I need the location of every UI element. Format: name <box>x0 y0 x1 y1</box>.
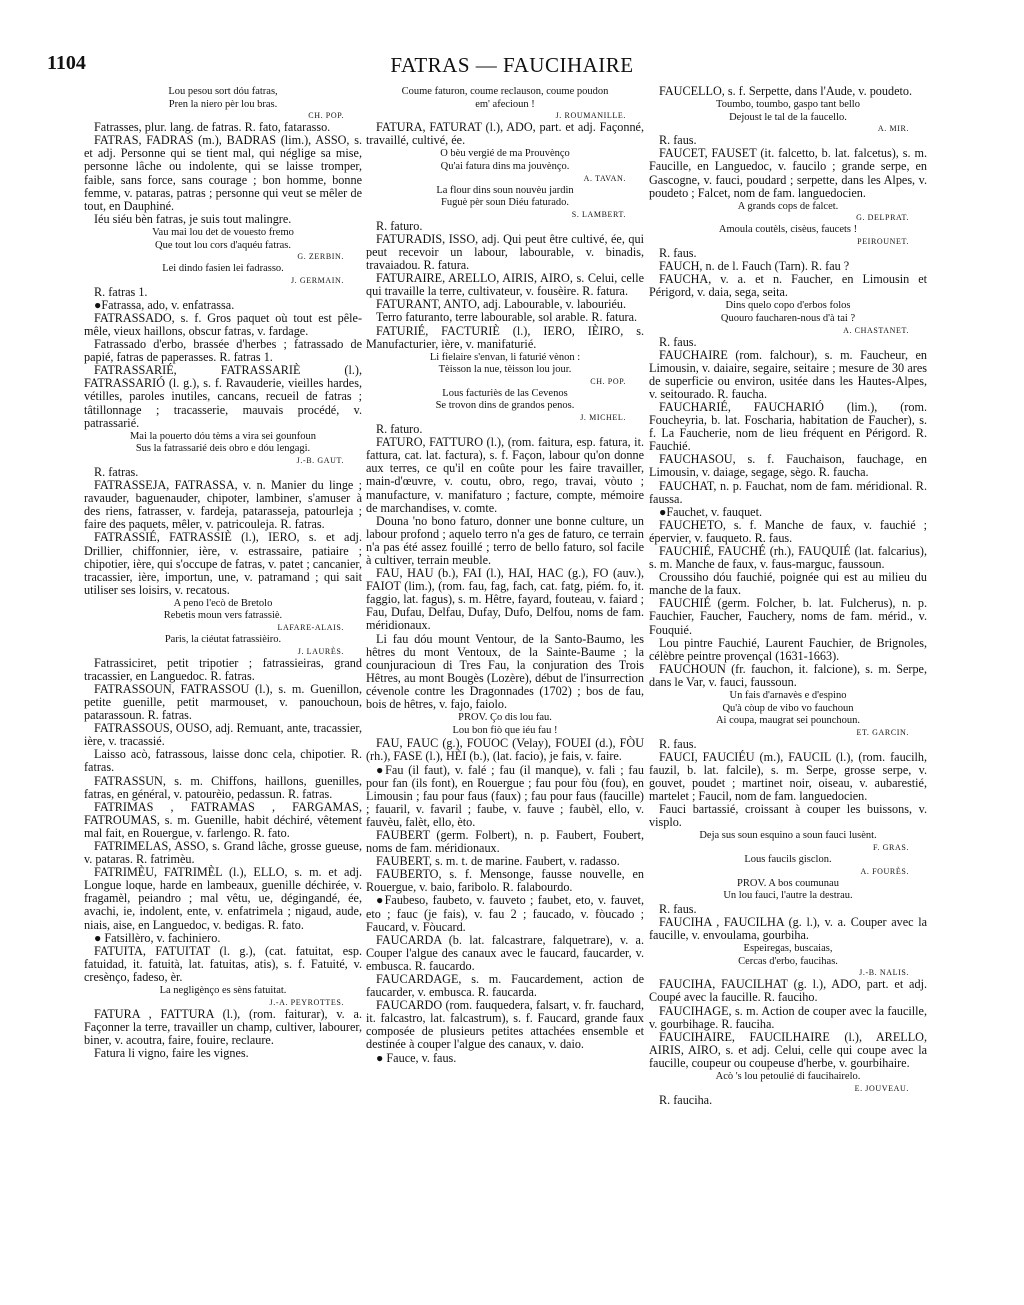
dictionary-entry: FATRIMELAS, ASSO, s. Grand lâche, grosse gueuse, v. pataras. R. fatrimèu. <box>84 838 362 867</box>
dictionary-entry: FATURAIRE, ARELLO, AIRIS, AIRO, s. Celui, celle qui travaille la terre, cultivateur, v. fousèire. R. fatura. <box>366 271 644 299</box>
quotation-line: Deja sus soun esquino a soun fauci lusènt. <box>699 830 877 842</box>
column-middle <box>366 85 644 1065</box>
dictionary-entry: FATRASSEJA, FATRASSA, v. n. Manier du linge ; ravauder, baguenauder, chipoter, lambiner, s'amuser à des riens, fatrasser, v. fardeja, patarasseja, patourleja ; faire des paquets, mêler, v. patricouleja. R. fatras. <box>84 478 362 532</box>
quotation-line: Coume faturon, coume reclauson, coume poudon <box>401 86 609 97</box>
dictionary-entry: R. faus. <box>659 245 697 260</box>
quotation-line: Un fais d'arnavès e d'espino <box>729 690 847 702</box>
quotation-line: Cercas d'erbo, faucihas. <box>738 955 838 967</box>
dictionary-entry: FATURIÉ, FACTURIÈ (l.), IERO, IÈIRO, s. Manufacturier, ière, v. manifaturié. <box>366 323 644 351</box>
dictionary-entry: FAUBERT, s. m. t. de marine. Faubert, v. radasso. <box>376 854 620 869</box>
dictionary-entry: ● Fatsillèro, v. fachiniero. <box>94 930 221 945</box>
quotation-line: Lei dindo fasien lei fadrasso. <box>162 263 284 275</box>
quotation-source: PEIROUNET. <box>857 236 909 246</box>
dictionary-entry: FAUCHETO, s. f. Manche de faux, v. fauchié ; épervier, v. fauqueto. R. faus. <box>649 517 927 545</box>
column-left <box>84 85 362 1060</box>
quotation-line: La flour dins soun nouvèu jardin <box>436 184 574 196</box>
dictionary-entry: FAUCI, FAUCIÉU (m.), FAUCIL (l.), (rom. faucilh, fauzil, b. lat. falcile), s. m. Serpe, grosse serpe, v. gouvet, poudet ; martinet noir, oiseau, v. aubarestié, martelet ; Faucil, nom de fam. languedocien. <box>649 749 927 804</box>
dictionary-entry: FAUCHAT, n. p. Fauchat, nom de fam. méridional. R. faussa. <box>649 478 927 506</box>
quotation-line: Toumbo, toumbo, gaspo tant bello <box>716 99 860 111</box>
dictionary-entry: Laisso acò, fatrassous, laisse donc cela, chipotier. R. fatras. <box>84 747 362 775</box>
dictionary-entry: ●Faubeso, faubeto, v. fauveto ; faubet, eto, v. fauvet, eto ; fauc (je fais), v. fau 2 ; faucado, v. fòucado ; Faucard, v. Fòucard. <box>366 893 644 934</box>
quotation-source: J. GERMAIN. <box>290 275 344 285</box>
quotation-line: Espeiregas, buscaias, <box>743 943 833 955</box>
dictionary-entry: Fatrassado d'erbo, brassée d'herbes ; fatrassado de papié, fatras de paperasses. R. fatras 1. <box>84 337 362 365</box>
quotation-line: Qu'à còup de vibo vo fauchoun <box>722 702 854 714</box>
dictionary-entry: FAUCHASOU, s. f. Fauchaison, fauchage, en Limousin, v. daiage, segage, sègo. R. faucha. <box>649 452 927 480</box>
quotation-source: J. MICHEL. <box>580 413 626 423</box>
quotation-source: CH. POP. <box>308 111 344 121</box>
dictionary-entry: Douna 'no bono faturo, donner une bonne culture, un labour profond ; aquelo terro n'a ges de faturo, ce terrain n'a pas été assez fouillé ; terro de bello faturo, sol facile à cultiver, terrain meuble. <box>366 513 644 567</box>
dictionary-entry: R. faus. <box>659 133 697 148</box>
page-number: 1104 <box>47 52 86 74</box>
dictionary-entry: FAUCELLO, s. f. Serpette, dans l'Aude, v. poudeto. <box>659 84 913 98</box>
quotation-source: A. MIR. <box>877 124 909 134</box>
quotation-line: Rebetis moun vers fatrassiè. <box>163 610 283 622</box>
quotation-line: Qu'ai fatura dins ma jouvènço. <box>440 160 570 172</box>
dictionary-entry: ● Fauce, v. faus. <box>376 1050 457 1065</box>
dictionary-entry: FATRASSOUS, OUSO, adj. Remuant, ante, tracassier, ière, v. tracassié. <box>84 721 362 749</box>
quotation-line: Dejoust le tal de la faucello. <box>729 111 847 123</box>
dictionary-entry: FAUCHOUN (fr. fauchon, it. falcione), s. m. Serpe, dans le Var, v. fauci, faussoun. <box>649 661 927 689</box>
dictionary-entry: FATRIMAS , FATRAMAS , FARGAMAS, FATROUMAS, s. m. Guenille, habit déchiré, vêtement mal fait, en Rouergue, v. farlengo. R. fato. <box>84 799 362 840</box>
quotation-line: Lou pesou sort dóu fatras, <box>168 86 278 97</box>
dictionary-entry: FATRASSIÉ, FATRASSIÈ (l.), IERO, s. et adj. Drillier, chiffonnier, ière, v. estrassaire, patiaire ; chipotier, ière, qui s'occupe de fatras, v. patet ; cancanier, tracassier, ière, importun, une, v. patramand ; qui sait utiliser ses loisirs, v. recatous. <box>84 530 362 597</box>
dictionary-entry: Li fau dóu mount Ventour, de la Santo-Baumo, les hêtres du mont Ventoux, de la Sainte-Baume ; la counjuracioun di Tres Fau, la conjuration des Trois Hêtres, au mont Bougès (Lozère), début de l'insurrection cévenole contre les Dragonnades (1702) ; bos de fau, bois de hêtres, v. fajo, faiolo. <box>366 631 644 712</box>
dictionary-entry: Terro faturanto, terre labourable, sol arable. R. fatura. <box>376 310 638 325</box>
dictionary-entry: R. faturo. <box>376 422 423 437</box>
dictionary-entry: Iéu siéu bèn fatras, je suis tout malingre. <box>94 211 292 226</box>
quotation-line: Amoula coutèls, cisèus, faucets ! <box>718 224 858 236</box>
dictionary-entry: Croussiho dóu fauchié, poignée qui est au milieu du manche de la faux. <box>649 570 927 598</box>
dictionary-entry: R. faus. <box>659 334 697 349</box>
dictionary-entry: FAUCH, n. de l. Fauch (Tarn). R. fau ? <box>659 259 850 274</box>
quotation-line: Que tout lou cors d'aquéu fatras. <box>154 239 292 251</box>
dictionary-entry: ●Fau (il faut), v. falé ; fau (il manque), v. fali ; fau pour fan (ils font), en Rouergue ; fau pour fòu (fou), en Limousin ; fau pour faus (faux) ; fau pour faus (faucille) ; fauaril, v. favaril ; faube, v. fauve ; faubèl, ello, v. fauvèu, falèt, ello, èto. <box>366 762 644 829</box>
quotation-source: A. FOURÈS. <box>860 866 909 876</box>
quotation-line: A peno l'ecò de Bretolo <box>173 597 273 609</box>
dictionary-entry: R. faus. <box>659 901 697 916</box>
dictionary-entry: ●Fauchet, v. fauquet. <box>659 504 763 519</box>
quotation-line: Acò 's lou petoulié di faucihairelo. <box>715 1070 861 1082</box>
quotation-line: Tèisson la nue, tèisson lou jour. <box>438 364 572 376</box>
dictionary-entry: FATURO, FATTURO (l.), (rom. faitura, esp. fatura, it. fattura, cat. lat. factura), s. f. Façon, labour qu'on donne aux terres, ce qu'il en coûte pour les faire travailler, main-d'œuvre, v. coutu, obro, rego, travai, vòuto ; manufacture, v. manifaturo ; facture, compte, mémoire de marchandises, v. comte. <box>366 435 644 515</box>
quotation-line: La negligènço es sèns fatuitat. <box>159 985 287 996</box>
quotation-source: S. LAMBERT. <box>571 209 626 219</box>
quotation-line: Ai coupa, maugrat sei pounchoun. <box>715 715 861 727</box>
dictionary-entry: Fatrassiciret, petit tripotier ; fatrassieiras, grand tracassier, en Languedoc. R. fatras. <box>84 655 362 683</box>
dictionary-entry: R. fatras 1. <box>94 284 148 299</box>
dictionary-entry: Fatrasses, plur. lang. de fatras. R. fato, fatarasso. <box>94 120 331 135</box>
dictionary-entry: FAUCHA, v. a. et n. Faucher, en Limousin et Périgord, v. daia, sega, seita. <box>649 272 927 300</box>
quotation-source: J. ROUMANILLE. <box>555 111 626 121</box>
quotation-line: Li fielaire s'envan, li faturié vènon : <box>429 351 581 363</box>
dictionary-entry: FAUCIHAIRE, FAUCILHAIRE (l.), ARELLO, AIRIS, AIRO, s. et adj. Celui, celle qui coupe avec la faucille, coupeur ou coupeuse d'herbe, v. gourbihaire. <box>649 1029 927 1070</box>
dictionary-entry: FAUCARDO (rom. fauquedera, falsart, v. fr. fauchard, it. falcastro, lat. falcastrum), s. f. Faucard, grande faux composée de plusieurs petites attachées ensemble et destinée à couper l'algue des canaux, v. daio. <box>366 998 644 1052</box>
dictionary-entry: Lou pintre Fauchié, Laurent Fauchier, de Brignoles, célèbre peintre provençal (1631-1663). <box>649 635 927 663</box>
dictionary-entry: FATRASSADO, s. f. Gros paquet où tout est pêle-mêle, vieux haillons, obscur fatras, v. fardage. <box>84 310 362 338</box>
dictionary-entry: FAUBERTO, s. f. Mensonge, fausse nouvelle, en Rouergue, v. baio, faribolo. R. falabourdo. <box>366 867 644 895</box>
dictionary-entry: ●Fatrassa, ado, v. enfatrassa. <box>94 297 235 312</box>
dictionary-entry: FATRASSUN, s. m. Chiffons, haillons, guenilles, fatras, en général, v. patourèio, pedassun. R. fatras. <box>84 773 362 801</box>
quotation-line: A grands cops de falcet. <box>737 200 839 212</box>
dictionary-entry: FAUCHAIRE (rom. falchour), s. m. Faucheur, en Limousin, v. daiaire, segaire, seitaire ; mesure de 30 ares de superficie ou environ, usitée dans les Hautes-Alpes, v. seitourado. R. faucha. <box>649 347 927 401</box>
dictionary-entry: FATURA, FATURAT (l.), ADO, part. et adj. Façonné, travaillé, cultivé, ée. <box>366 120 644 148</box>
dictionary-entry: FATUITA, FATUITAT (l. g.), (cat. fatuitat, esp. fatuidad, it. fatuità, lat. fatuitas, atis), s. f. Fatuité, v. cresènço, fadeso, èr. <box>84 943 362 984</box>
quotation-line: Mai la pouerto dóu tèms a vira sei gounfoun <box>129 430 317 442</box>
dictionary-entry: R. fauciha. <box>659 1092 713 1107</box>
quotation-source: A. CHASTANET. <box>843 325 909 335</box>
quotation-line: Lou bon fiò que iéu fau ! <box>452 724 558 736</box>
dictionary-entry: FATURA , FATTURA (l.), (rom. faiturar), v. a. Façonner la terre, travailler un champ, cultiver, labourer, biner, v. acoutra, faire, fouire, reclaure. <box>84 1006 362 1047</box>
quotation-source: ET. GARCIN. <box>856 727 909 737</box>
dictionary-entry: FATURANT, ANTO, adj. Labourable, v. labouriéu. <box>376 297 627 312</box>
quotation-source: J.-B. NALIS. <box>859 968 909 978</box>
dictionary-entry: FATRASSARIÉ, FATRASSARIÈ (l.), FATRASSARIÓ (l. g.), s. f. Ravauderie, vieilles hardes, vétilles, paroles inutiles, cancans, recueil de fatras ; tâtillonnage ; tracasserie, mauvais procédé, v. patrassarié. <box>84 363 362 430</box>
quotation-source: F. GRAS. <box>873 843 909 853</box>
quotation-source: LAFARE-ALAIS. <box>277 623 344 633</box>
quotation-line: PROV. Ço dis lou fau. <box>458 712 552 724</box>
quotation-source: J.-B. GAUT. <box>296 455 344 465</box>
dictionary-entry: Fatura li vigno, faire les vignes. <box>94 1045 249 1060</box>
dictionary-entry: FATRIMÈU, FATRIMÈL (l.), ELLO, s. m. et adj. Longue loque, harde en lambeaux, guenille déchirée, v. fragamèl, peiandro ; mal vêtu, ue, dégingandé, ée, avachi, ie, indolent, ente, v. enfatrimela ; nigaud, aude, niais, aise, en Languedoc, v. bedigas. R. fato. <box>84 865 362 932</box>
dictionary-entry: FAUCHIÉ (germ. Folcher, b. lat. Fulcherus), n. p. Fauchier, Faucher, Fauchery, noms de fam. mérid., v. Fouquié. <box>649 596 927 637</box>
dictionary-entry: FATRAS, FADRAS (m.), BADRAS (lim.), ASSO, s. et adj. Personne qui se tient mal, qui néglige sa mise, personne lâche ou indolente, qui se laisse tromper, faible, sans force, sans courage ; bon homme, bonne femme, v. pataras, patras ; personne qui veut se mêler de tout, en Dauphiné. <box>84 133 362 213</box>
dictionary-entry: FATURADIS, ISSO, adj. Qui peut être cultivé, ée, qui peut recevoir un labour, labourable, v. binadis, travaiadou. R. fatura. <box>366 231 644 273</box>
quotation-line: Lous facturiès de las Cevenos <box>442 387 568 399</box>
dictionary-entry: FAUBERT (germ. Folbert), n. p. Faubert, Foubert, noms de fam. méridionaux. <box>366 827 644 856</box>
dictionary-entry: FAUCARDA (b. lat. falcastrare, falquetrare), v. a. Couper l'algue des canaux avec le faucard, faucarder, v. embusca. R. faucardo. <box>366 932 644 973</box>
quotation-line: Lous faucils gisclon. <box>744 854 832 866</box>
dictionary-entry: FAUCIHA , FAUCILHA (g. l.), v. a. Couper avec la faucille, v. envoulama, gourbiha. <box>649 914 927 943</box>
dictionary-entry: FAU, FAUC (g.), FOUOC (Velay), FOUEI (d.), FÒU (rh.), FASE (l.), HÈI (b.), (lat. facio), je fais, v. faire. <box>366 736 644 764</box>
quotation-line: O bèu vergié de ma Prouvènço <box>440 148 570 160</box>
dictionary-entry: R. fatras. <box>94 464 139 479</box>
quotation-line: Pren la niero pèr lou bras. <box>168 98 278 110</box>
quotation-line: Un lou fauci, l'autre la destrau. <box>723 890 853 902</box>
dictionary-entry: R. faus. <box>659 736 697 751</box>
dictionary-entry: FAUCHARIÉ, FAUCHARIÓ (lim.), (rom. Foucheyria, b. lat. Foscharia, habitation de Faucher), s. f. La Faucherie, nom de lieu fréquent en Périgord. R. Fauchié. <box>649 399 927 454</box>
dictionary-entry: FAUCIHA, FAUCILHAT (g. l.), ADO, part. et adj. Coupé avec la faucille. R. fauciho. <box>649 977 927 1005</box>
quotation-source: A. TAVAN. <box>583 173 626 183</box>
quotation-source: J. LAURÈS. <box>297 646 344 656</box>
dictionary-entry: FAUCARDAGE, s. m. Faucardement, action de faucarder, v. embusca. R. faucarda. <box>366 972 644 1000</box>
dictionary-entry: FAUCIHAGE, s. m. Action de couper avec la faucille, v. gourbihage. R. fauciha. <box>649 1003 927 1031</box>
running-head: FATRAS — FAUCIHAIRE <box>390 53 634 77</box>
quotation-line: Quouro faucharen-nous d'à tai ? <box>720 312 856 324</box>
dictionary-entry: R. faturo. <box>376 218 423 233</box>
quotation-line: Fuguè pèr soun Diéu faturado. <box>440 197 569 209</box>
quotation-line: Se trovon dins de grandos penos. <box>435 400 575 412</box>
quotation-source: CH. POP. <box>590 376 626 386</box>
dictionary-entry: FAUCET, FAUSET (it. falcetto, b. lat. falcetus), s. m. Faucille, en Languedoc, v. faucilo ; grande serpe, en Gascogne, v. fauci, poudard ; serpette, dans les Alpes, v. poudeto ; Falcet, nom de fam. languedocien. <box>649 146 927 200</box>
quotation-source: G. DELPRAT. <box>856 213 909 223</box>
quotation-source: J.-A. PEYROTTES. <box>269 997 344 1007</box>
quotation-source: G. ZERBIN. <box>297 252 344 262</box>
quotation-source: E. JOUVEAU. <box>854 1083 909 1093</box>
dictionary-entry: FAUCHIÉ, FAUCHÉ (rh.), FAUQUIÉ (lat. falcarius), s. m. Manche de faux, v. faus-marguc, faussoun. <box>649 544 927 572</box>
quotation-line: PROV. A bos coumunau <box>737 877 839 889</box>
quotation-line: Vau mai lou det de vouesto fremo <box>152 226 294 238</box>
quotation-line: Sus la fatrassarié deis obro e dóu lengagi. <box>135 443 311 455</box>
quotation-line: Dins quelo copo d'erbos folos <box>725 300 851 312</box>
dictionary-entry: FATRASSOUN, FATRASSOU (l.), s. m. Guenillon, petite guenille, petit marmouset, v. panouchoun, patarassoun. R. fatras. <box>84 681 362 723</box>
column-right <box>649 85 927 1107</box>
dictionary-entry: FAU, HAU (b.), FAI (l.), HAI, HAC (g.), FO (auv.), FAIOT (lim.), (rom. fau, fag, fach, cat. fatg, piém. fo, it. faggio, lat. fagus), s. m. Hêtre, fayard, fouteau, v. faiard ; Fau, Dufau, Delfau, Dufay, Dufo, Delfou, noms de fam. méridionaux. <box>366 566 644 633</box>
dictionary-entry: Fauci bartassié, croissant à couper les buissons, v. visplo. <box>649 802 927 830</box>
quotation-line: em' afecioun ! <box>475 98 535 110</box>
quotation-line: Paris, la ciéutat fatrassièiro. <box>164 634 282 646</box>
